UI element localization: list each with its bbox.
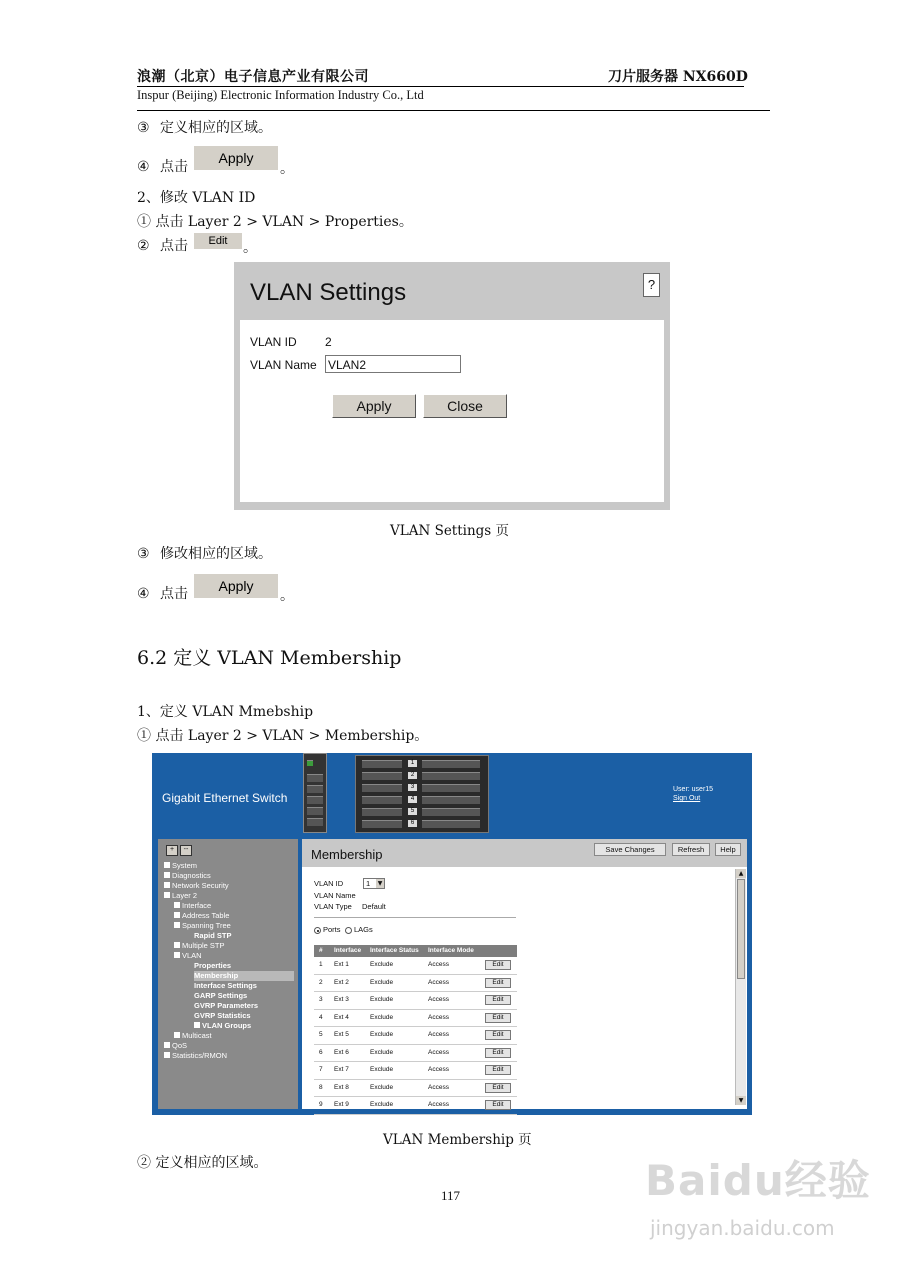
step-3-define-area xyxy=(137,117,272,137)
vlan-id-select[interactable] xyxy=(363,878,385,889)
vlan-settings-dialog xyxy=(234,262,670,510)
step-3-modify-area xyxy=(137,543,272,563)
expand-toggle-icon[interactable] xyxy=(164,1042,170,1048)
cell-number: 7 xyxy=(319,1066,323,1073)
expand-toggle-icon[interactable] xyxy=(164,862,170,868)
cell-status: Exclude xyxy=(370,1013,394,1021)
section-title-6-2: 6.2 定义 VLAN Membership xyxy=(137,647,402,669)
scroll-up-icon[interactable]: ▲ xyxy=(736,869,746,878)
nav-item-label: Membership xyxy=(194,971,239,980)
ports-radio[interactable] xyxy=(314,927,321,934)
cell-interface: Ext 6 xyxy=(334,1048,349,1056)
step-2-define-area: ② 定义相应的区域。 xyxy=(137,1155,268,1171)
nav-item-vlan-groups[interactable] xyxy=(194,1021,251,1031)
vlan-type-value: Default xyxy=(362,902,386,911)
cell-number: 5 xyxy=(319,1031,323,1038)
expand-toggle-icon[interactable] xyxy=(174,1032,180,1038)
nav-item-gvrp-parameters[interactable] xyxy=(194,1001,258,1011)
nav-item-statistics-rmon[interactable] xyxy=(164,1051,227,1061)
nav-item-gvrp-statistics[interactable] xyxy=(194,1011,251,1021)
vlan-type-label: VLAN Type xyxy=(314,902,352,911)
cell-number: 9 xyxy=(319,1101,323,1108)
collapse-all-button[interactable]: -- xyxy=(180,845,192,856)
cell-mode: Access xyxy=(428,1013,449,1021)
header-company-cn: 浪潮（北京）电子信息产业有限公司 xyxy=(137,69,369,85)
user-label: User: user15 xyxy=(673,786,714,793)
nav-item-membership[interactable] xyxy=(194,971,294,981)
apply-button-image: Apply xyxy=(194,146,278,170)
figure-caption-vlan-membership: VLAN Membership 页 xyxy=(383,1132,532,1148)
switch-membership-screenshot xyxy=(152,753,752,1115)
cell-number: 1 xyxy=(319,961,323,968)
edit-button[interactable]: Edit xyxy=(485,1030,511,1040)
edit-button[interactable]: Edit xyxy=(485,995,511,1005)
user-info xyxy=(673,785,713,803)
edit-button[interactable]: Edit xyxy=(485,1013,511,1023)
nav-item-garp-settings[interactable] xyxy=(194,991,247,1001)
step-4-click-apply xyxy=(137,156,188,176)
cell-number: 6 xyxy=(319,1048,323,1056)
scroll-thumb[interactable] xyxy=(737,879,745,979)
cell-status: Exclude xyxy=(370,1066,394,1073)
membership-table xyxy=(314,945,517,1115)
membership-panel xyxy=(302,839,747,1109)
dialog-title: VLAN Settings xyxy=(250,279,407,306)
step-text: 定义相应的区域。 xyxy=(160,120,273,136)
col-header-number: # xyxy=(319,947,323,954)
cell-number: 3 xyxy=(319,996,323,1003)
lags-radio[interactable] xyxy=(345,927,352,934)
subheading-define-membership: 1、定义 VLAN Mmebship xyxy=(137,704,314,720)
vlan-name-label: VLAN Name xyxy=(250,358,317,372)
end-mark: 。 xyxy=(280,161,294,177)
cell-status: Exclude xyxy=(370,978,394,986)
nav-item-properties[interactable] xyxy=(194,961,231,971)
edit-button[interactable]: Edit xyxy=(485,1065,511,1075)
step-1-navigate-properties: ① 点击 Layer 2 > VLAN > Properties。 xyxy=(137,214,413,230)
col-header-interface: Interface xyxy=(334,947,362,954)
edit-button-image: Edit xyxy=(194,233,242,249)
step-number: ② xyxy=(137,238,150,254)
page-number: 117 xyxy=(441,1188,461,1203)
end-mark: 。 xyxy=(280,588,294,604)
expand-toggle-icon[interactable] xyxy=(164,892,170,898)
header-product: 刀片服务器 NX660D xyxy=(608,69,748,85)
nav-item-address-table[interactable] xyxy=(174,911,229,921)
nav-item-label: QoS xyxy=(172,1041,188,1050)
nav-item-label: Diagnostics xyxy=(172,871,211,880)
nav-item-rapid-stp[interactable] xyxy=(194,931,232,941)
expand-toggle-icon[interactable] xyxy=(174,952,180,958)
cell-mode: Access xyxy=(428,978,449,986)
navigation-panel xyxy=(158,839,298,1109)
nav-item-interface-settings[interactable] xyxy=(194,981,257,991)
vlan-name-input[interactable]: VLAN2 xyxy=(325,355,461,373)
baidu-watermark-logo xyxy=(645,1148,871,1208)
cell-mode: Access xyxy=(428,996,449,1003)
vlan-id-label: VLAN ID xyxy=(314,879,344,888)
nav-item-qos[interactable] xyxy=(164,1041,187,1051)
step-number: ③ xyxy=(137,120,150,136)
cell-status: Exclude xyxy=(370,996,394,1003)
nav-item-label: VLAN Groups xyxy=(202,1021,252,1030)
table-header xyxy=(314,945,517,957)
step-text: 点击 xyxy=(160,586,189,602)
cell-interface: Ext 7 xyxy=(334,1066,349,1073)
cell-number: 2 xyxy=(319,978,323,986)
cell-mode: Access xyxy=(428,1031,449,1038)
edit-button[interactable]: Edit xyxy=(485,978,511,988)
nav-item-system[interactable] xyxy=(164,861,197,871)
edit-button[interactable]: Edit xyxy=(485,960,511,970)
table-row xyxy=(314,957,517,975)
nav-item-label: VLAN xyxy=(182,951,202,960)
cell-mode: Access xyxy=(428,1066,449,1073)
cell-status: Exclude xyxy=(370,1048,394,1056)
cell-interface: Ext 4 xyxy=(334,1013,349,1021)
edit-button[interactable]: Edit xyxy=(485,1100,511,1110)
nav-item-label: Rapid STP xyxy=(194,931,232,940)
col-header-status: Interface Status xyxy=(370,947,419,954)
step-number: ④ xyxy=(137,159,150,175)
sign-out-link[interactable]: Sign Out xyxy=(673,795,701,802)
nav-item-label: Properties xyxy=(194,961,232,970)
cell-interface: Ext 9 xyxy=(334,1101,349,1108)
expand-toggle-icon[interactable] xyxy=(174,912,180,918)
nav-item-label: Multiple STP xyxy=(182,941,225,950)
apply-button[interactable]: Apply xyxy=(332,394,416,418)
cell-interface: Ext 3 xyxy=(334,996,349,1003)
step-text: 修改相应的区域。 xyxy=(160,546,273,562)
save-changes-button[interactable]: Save Changes xyxy=(594,843,666,856)
nav-item-layer-2[interactable] xyxy=(164,891,197,901)
step-text: 点击 xyxy=(160,159,189,175)
apply-button-image: Apply xyxy=(194,574,278,598)
expand-toggle-icon[interactable] xyxy=(164,882,170,888)
step-text: 点击 xyxy=(160,238,189,254)
close-button[interactable]: Close xyxy=(423,394,507,418)
nav-item-interface[interactable] xyxy=(174,901,211,911)
cell-mode: Access xyxy=(428,1083,449,1091)
nav-item-label: Spanning Tree xyxy=(182,921,231,930)
section-heading-modify-vlan: 2、修改 VLAN ID xyxy=(137,190,256,206)
nav-item-vlan[interactable] xyxy=(174,951,202,961)
lags-radio-label: LAGs xyxy=(354,925,373,934)
nav-item-diagnostics[interactable] xyxy=(164,871,211,881)
expand-toggle-icon[interactable] xyxy=(174,922,180,928)
end-mark: 。 xyxy=(243,240,257,256)
vlan-name-label: VLAN Name xyxy=(314,891,356,900)
vertical-scrollbar[interactable] xyxy=(735,869,746,1105)
cell-status: Exclude xyxy=(370,961,394,968)
expand-all-button[interactable]: + xyxy=(166,845,178,856)
header-company-en: Inspur (Beijing) Electronic Information Industry Co., Ltd xyxy=(137,88,424,102)
help-button[interactable]: Help xyxy=(715,843,741,856)
panel-header xyxy=(302,839,747,867)
nav-item-label: Statistics/RMON xyxy=(172,1051,228,1060)
cell-status: Exclude xyxy=(370,1101,394,1108)
nav-item-label: Layer 2 xyxy=(172,891,198,900)
header-rule-bottom xyxy=(137,110,770,111)
chevron-down-icon: ▼ xyxy=(377,880,383,887)
cell-interface: Ext 5 xyxy=(334,1031,349,1038)
cell-interface: Ext 2 xyxy=(334,978,349,986)
nav-item-label: Interface xyxy=(182,901,212,910)
step-4-click-apply xyxy=(137,583,188,603)
edit-button[interactable]: Edit xyxy=(485,1083,511,1093)
nav-item-spanning-tree[interactable] xyxy=(174,921,231,931)
cell-mode: Access xyxy=(428,1048,449,1056)
table-row xyxy=(314,1010,517,1028)
table-row xyxy=(314,992,517,1010)
cell-interface: Ext 8 xyxy=(334,1083,349,1091)
chassis-front-image xyxy=(303,753,327,833)
brand-title: Gigabit Ethernet Switch xyxy=(162,791,288,805)
expand-toggle-icon[interactable] xyxy=(174,942,180,948)
edit-button[interactable]: Edit xyxy=(485,1048,511,1058)
expand-toggle-icon[interactable] xyxy=(164,1052,170,1058)
table-row xyxy=(314,1062,517,1080)
watermark-url: jingyan.baidu.com xyxy=(650,1216,835,1240)
figure-caption-vlan-settings: VLAN Settings 页 xyxy=(390,523,510,539)
nav-item-label: Multicast xyxy=(182,1031,212,1040)
divider xyxy=(314,917,516,918)
table-row xyxy=(314,1027,517,1045)
vlan-id-select-value: 1 xyxy=(366,879,371,888)
nav-item-label: System xyxy=(172,861,198,870)
header-rule xyxy=(137,86,744,87)
table-row xyxy=(314,1045,517,1063)
cell-mode: Access xyxy=(428,961,449,968)
expand-toggle-icon[interactable] xyxy=(164,872,170,878)
step-2-click-edit xyxy=(137,235,188,255)
ports-radio-label: Ports xyxy=(323,925,341,934)
col-header-mode: Interface Mode xyxy=(428,947,474,954)
vlan-id-value: 2 xyxy=(325,335,332,349)
chassis-rear-image: 1 2 3 4 5 6 xyxy=(355,755,489,833)
nav-item-label: GVRP Parameters xyxy=(194,1001,259,1010)
cell-interface: Ext 1 xyxy=(334,961,349,968)
page-title: Membership xyxy=(311,847,383,862)
nav-item-multiple-stp[interactable] xyxy=(174,941,225,951)
table-row xyxy=(314,1097,517,1115)
expand-toggle-icon[interactable] xyxy=(194,1022,200,1028)
nav-item-multicast[interactable] xyxy=(174,1031,212,1041)
expand-toggle-icon[interactable] xyxy=(174,902,180,908)
step-number: ④ xyxy=(137,586,150,602)
cell-number: 8 xyxy=(319,1083,323,1091)
table-row xyxy=(314,1080,517,1098)
step-1-navigate-membership: ① 点击 Layer 2 > VLAN > Membership。 xyxy=(137,728,429,744)
nav-item-label: Network Security xyxy=(172,881,229,890)
refresh-button[interactable]: Refresh xyxy=(672,843,710,856)
nav-item-label: Address Table xyxy=(182,911,230,920)
scroll-down-icon[interactable]: ▼ xyxy=(736,1096,746,1105)
nav-item-label: GARP Settings xyxy=(194,991,248,1000)
nav-item-label: Interface Settings xyxy=(194,981,257,990)
nav-tree xyxy=(158,859,298,1109)
table-row xyxy=(314,975,517,993)
nav-toolbar xyxy=(158,839,298,857)
nav-item-network-security[interactable] xyxy=(164,881,229,891)
dialog-body xyxy=(240,320,664,502)
vlan-id-label: VLAN ID xyxy=(250,335,297,349)
nav-item-label: GVRP Statistics xyxy=(194,1011,251,1020)
cell-number: 4 xyxy=(319,1013,323,1021)
cell-status: Exclude xyxy=(370,1083,394,1091)
cell-status: Exclude xyxy=(370,1031,394,1038)
step-number: ③ xyxy=(137,546,150,562)
help-button[interactable]: ? xyxy=(643,273,660,297)
watermark-brand: Baidu经验 xyxy=(645,1156,871,1205)
cell-mode: Access xyxy=(428,1101,449,1108)
table-body xyxy=(314,957,517,1115)
